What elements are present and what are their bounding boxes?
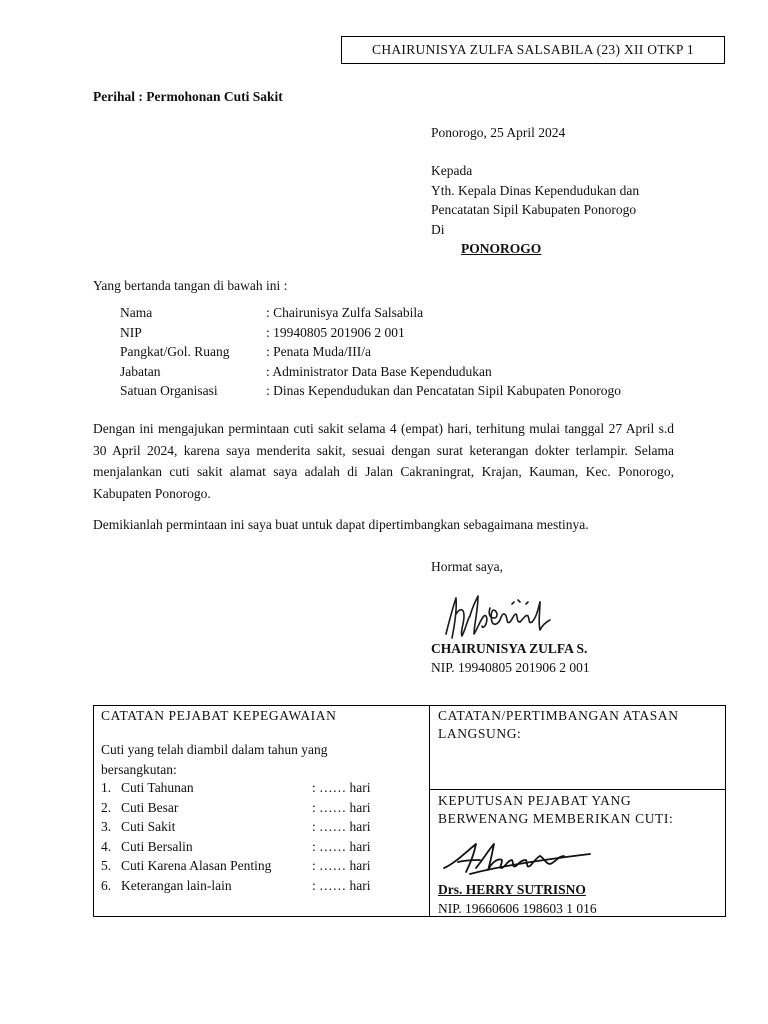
leave-type-days: : …… hari [312,799,371,815]
official-signature [440,838,596,878]
student-name-box [341,36,725,64]
leave-type-name: Cuti Besar [121,799,179,815]
personnel-notes-cell [101,707,336,725]
leave-type-item [101,798,371,818]
leave-taken-line-1: Cuti yang telah diambil dalam tahun yang [101,742,328,757]
identity-value: : 19940805 201906 2 001 [266,324,405,340]
identity-value: : Administrator Data Base Kependudukan [266,363,492,379]
leave-taken-line-2: bersangkutan: [101,761,177,777]
intro-text: Yang bertanda tangan di bawah ini : [93,278,288,293]
identity-row-unit [120,381,621,401]
leave-type-item [101,837,371,857]
leave-type-number: 1. [101,780,112,795]
closing-text: Demikianlah permintaan ini saya buat untuk dapat dipertimbangkan sebagaimana mestinya. [93,517,589,532]
identity-row-rank [120,342,621,362]
decision-cell [438,792,673,827]
identity-block [120,303,621,401]
personnel-notes-title: CATATAN PEJABAT KEPEGAWAIAN [101,708,337,723]
leave-type-number: 3. [101,819,112,834]
place-date: Ponorogo, 25 April 2024 [431,125,566,140]
leave-type-number: 6. [101,877,112,893]
leave-type-list [101,778,371,895]
leave-type-days: : …… hari [312,819,371,834]
recipient-city: PONOROGO [461,241,542,256]
recipient-line-1: Yth. Kepala Dinas Kependudukan dan [431,182,640,198]
leave-type-item [101,817,371,837]
leave-type-name: Cuti Bersalin [121,838,193,854]
table-column-divider [429,706,430,916]
identity-row-nip [120,323,621,343]
leave-type-number: 4. [101,838,112,854]
official-name: Drs. HERRY SUTRISNO [438,882,586,897]
table-row-divider [429,789,725,790]
recipient-block [431,161,639,259]
identity-value: : Chairunisya Zulfa Salsabila [266,305,424,320]
leave-type-item [101,778,371,798]
leave-type-number: 5. [101,858,112,873]
recipient-to: Kepada [431,163,473,178]
leave-type-name: Keterangan lain-lain [121,877,232,893]
identity-label: Nama [120,305,153,320]
identity-label: Satuan Organisasi [120,383,218,398]
supervisor-notes-line-1: CATATAN/PERTIMBANGAN ATASAN [438,708,679,723]
decision-line-2: BERWENANG MEMBERIKAN CUTI: [438,810,674,826]
leave-type-name: Cuti Karena Alasan Penting [121,858,272,873]
regards-text: Hormat saya, [431,559,503,574]
recipient-at: Di [431,221,445,237]
letter-subject: Perihal : Permohonan Cuti Sakit [93,89,283,104]
identity-label: Jabatan [120,363,161,379]
identity-value: : Dinas Kependudukan dan Pencatatan Sipil Kabupaten Ponorogo [266,383,622,398]
official-nip: NIP. 19660606 198603 1 016 [438,901,597,916]
body-paragraph: Dengan ini mengajukan permintaan cuti sakit selama 4 (empat) hari, terhitung mulai tanggal 27 April s.d 30 April 2024, karena saya menderita sakit, sesuai dengan surat keterangan dokter terlampir. Selama menjalankan cuti sakit alamat saya adalah di Jalan Cakraningrat, Krajan, Kauman, Kec. Ponorogo, Kabupaten Ponorogo. [93,421,674,501]
supervisor-notes-cell [438,707,679,742]
leave-type-days: : …… hari [312,838,371,854]
leave-type-number: 2. [101,799,112,815]
notes-table [93,705,726,917]
identity-label: Pangkat/Gol. Ruang [120,344,230,359]
recipient-line-2: Pencatatan Sipil Kabupaten Ponorogo [431,202,637,217]
decision-line-1: KEPUTUSAN PEJABAT YANG [438,793,632,808]
leave-type-days: : …… hari [312,858,371,873]
identity-row-position [120,362,621,382]
leave-type-item [101,876,371,896]
identity-label: NIP [120,324,142,340]
leave-taken-desc [101,740,327,779]
identity-value: : Penata Muda/III/a [266,344,371,359]
leave-type-days: : …… hari [312,780,371,795]
leave-type-name: Cuti Tahunan [121,780,194,795]
identity-row-name [120,303,621,323]
leave-type-name: Cuti Sakit [121,819,176,834]
signer-nip: NIP. 19940805 201906 2 001 [431,660,590,675]
leave-type-item [101,856,371,876]
supervisor-notes-line-2: LANGSUNG: [438,725,522,741]
student-tag: CHAIRUNISYA ZULFA SALSABILA (23) XII OTKP 1 [372,42,694,57]
leave-type-days: : …… hari [312,877,371,893]
signer-name: CHAIRUNISYA ZULFA S. [431,641,588,656]
